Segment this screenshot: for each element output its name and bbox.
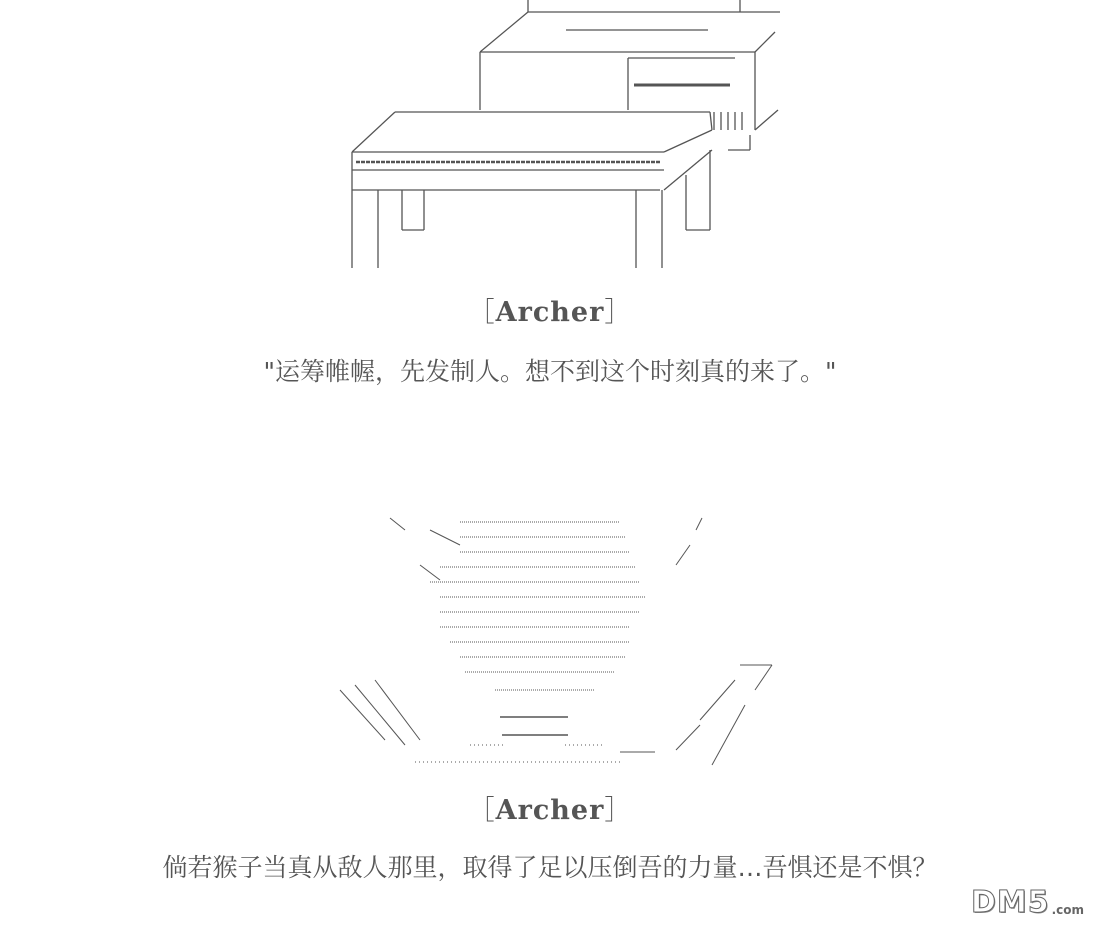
- watermark-logo: DM5: [970, 885, 1050, 920]
- site-watermark: [971, 885, 1084, 920]
- dialogue-line-2: 倘若猴子当真从敌人那里，取得了足以压倒吾的力量…吾惧还是不惧？: [162, 853, 938, 882]
- speaker-name: Archer: [495, 297, 605, 328]
- bracket-close: ］: [604, 795, 633, 826]
- bracket-open: ［: [467, 795, 496, 826]
- bracket-close: ］: [604, 297, 633, 328]
- speaker-label-2: [0, 788, 1100, 827]
- speaker-name: Archer: [495, 795, 605, 826]
- watermark-domain: .com: [1051, 903, 1084, 917]
- dialogue-line-1: "运筹帷幄，先发制人。想不到这个时刻真的来了。": [263, 357, 837, 386]
- bracket-open: ［: [467, 297, 496, 328]
